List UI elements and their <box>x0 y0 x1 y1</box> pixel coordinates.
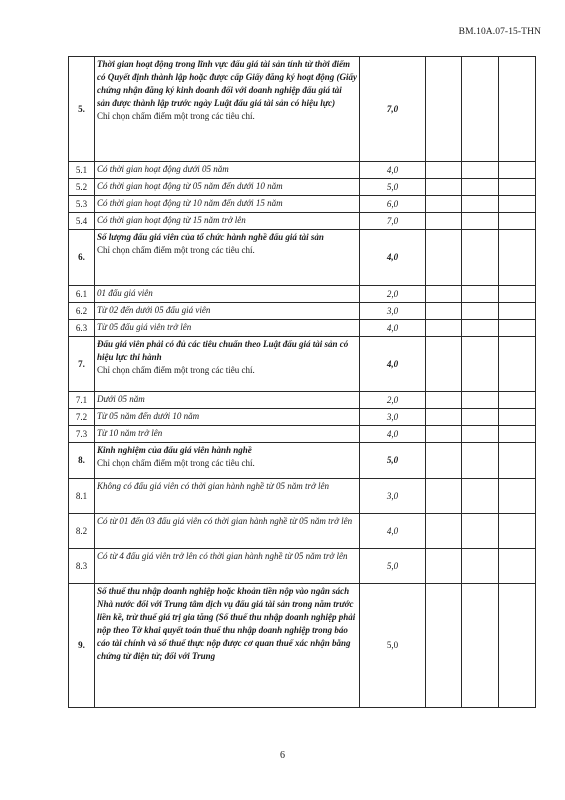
row-number: 6. <box>69 230 95 286</box>
empty-cell <box>426 392 462 409</box>
empty-cell <box>426 426 462 443</box>
row-number: 7. <box>69 337 95 392</box>
empty-cell <box>499 479 536 514</box>
max-points: 3,0 <box>360 479 426 514</box>
criterion-text: Từ 02 đến dưới 05 đấu giá viên <box>95 303 360 320</box>
empty-cell <box>426 286 462 303</box>
table-row <box>69 584 536 708</box>
criterion-note: Chỉ chọn chấm điểm một trong các tiêu chí. <box>97 458 255 468</box>
empty-cell <box>499 409 536 426</box>
empty-cell <box>499 514 536 549</box>
empty-cell <box>426 409 462 426</box>
criterion-cell <box>95 584 360 708</box>
row-number: 5.1 <box>69 162 95 179</box>
row-number: 5.2 <box>69 179 95 196</box>
row-number: 8. <box>69 443 95 479</box>
criterion-text: Không có đấu giá viên có thời gian hành nghề từ 05 năm trở lên <box>95 479 360 514</box>
empty-cell <box>499 57 536 162</box>
criterion-cell <box>95 337 360 392</box>
row-number: 5.4 <box>69 213 95 230</box>
max-points: 3,0 <box>360 303 426 320</box>
criterion-text: Số thuế thu nhập doanh nghiệp hoặc khoản tiền nộp vào ngân sách Nhà nước đối với Trung tâm dịch vụ đấu giá tài sản trong năm trước liền kề, trừ thuế giá trị gia tăng (Số thuế thu nhập doanh nghiệp phải nộp theo Tờ khai quyết toán thuế thu nhập doanh nghiệp trong báo cáo tài chính và số thuế thực nộp được cơ quan thuế xác nhận bằng chứng từ điện tử; đối với Trung <box>97 586 356 661</box>
table-row <box>69 179 536 196</box>
empty-cell <box>499 392 536 409</box>
empty-cell <box>426 162 462 179</box>
empty-cell <box>426 230 462 286</box>
empty-cell <box>462 196 499 213</box>
table-row <box>69 213 536 230</box>
empty-cell <box>499 303 536 320</box>
empty-cell <box>499 162 536 179</box>
max-points: 5,0 <box>360 549 426 584</box>
empty-cell <box>426 213 462 230</box>
row-number: 7.2 <box>69 409 95 426</box>
empty-cell <box>462 213 499 230</box>
empty-cell <box>499 320 536 337</box>
max-points: 4,0 <box>360 337 426 392</box>
max-points: 4,0 <box>360 230 426 286</box>
empty-cell <box>462 179 499 196</box>
empty-cell <box>426 479 462 514</box>
row-number: 7.1 <box>69 392 95 409</box>
page-number: 6 <box>280 750 285 761</box>
table-row <box>69 303 536 320</box>
row-number: 5. <box>69 57 95 162</box>
row-number: 6.3 <box>69 320 95 337</box>
empty-cell <box>426 179 462 196</box>
empty-cell <box>462 443 499 479</box>
table-row <box>69 337 536 392</box>
table-row <box>69 230 536 286</box>
table-row <box>69 479 536 514</box>
empty-cell <box>426 443 462 479</box>
criterion-text: Có từ 01 đến 03 đấu giá viên có thời gian hành nghề từ 05 năm trở lên <box>95 514 360 549</box>
empty-cell <box>462 230 499 286</box>
empty-cell <box>426 320 462 337</box>
empty-cell <box>462 162 499 179</box>
criterion-cell <box>95 57 360 162</box>
max-points: 5,0 <box>360 443 426 479</box>
table-row <box>69 392 536 409</box>
form-code: BM.10A.07-15-THN <box>458 27 541 37</box>
empty-cell <box>462 514 499 549</box>
max-points: 4,0 <box>360 162 426 179</box>
criterion-note: Chỉ chọn chấm điểm một trong các tiêu chí. <box>97 365 255 375</box>
empty-cell <box>462 320 499 337</box>
empty-cell <box>499 443 536 479</box>
table-row <box>69 196 536 213</box>
row-number: 8.3 <box>69 549 95 584</box>
criterion-text: Dưới 05 năm <box>95 392 360 409</box>
table-row <box>69 514 536 549</box>
criterion-text: Có thời gian hoạt động từ 15 năm trở lên <box>95 213 360 230</box>
empty-cell <box>499 549 536 584</box>
max-points: 6,0 <box>360 196 426 213</box>
empty-cell <box>499 286 536 303</box>
empty-cell <box>499 584 536 708</box>
criterion-text: Thời gian hoạt động trong lĩnh vực đấu giá tài sản tính từ thời điểm có Quyết định thành lập hoặc được cấp Giấy đăng ký hoạt động (Giấy chứng nhận đăng ký kinh doanh đối với doanh nghiệp đấu giá tài sản được thành lập trước ngày Luật đấu giá tài sản có hiệu lực) <box>97 59 357 108</box>
empty-cell <box>499 213 536 230</box>
criterion-text: Có thời gian hoạt động dưới 05 năm <box>95 162 360 179</box>
table-row <box>69 426 536 443</box>
criterion-note: Chỉ chọn chấm điểm một trong các tiêu chí. <box>97 111 255 121</box>
empty-cell <box>426 57 462 162</box>
row-number: 6.2 <box>69 303 95 320</box>
max-points: 2,0 <box>360 286 426 303</box>
empty-cell <box>462 409 499 426</box>
empty-cell <box>462 584 499 708</box>
criterion-text: Từ 05 đấu giá viên trở lên <box>95 320 360 337</box>
empty-cell <box>499 196 536 213</box>
max-points: 7,0 <box>360 57 426 162</box>
criterion-text: Số lượng đấu giá viên của tổ chức hành nghề đấu giá tài sản <box>97 232 324 242</box>
criterion-text: Có thời gian hoạt động từ 05 năm đến dưới 10 năm <box>95 179 360 196</box>
empty-cell <box>462 549 499 584</box>
table-row <box>69 443 536 479</box>
empty-cell <box>462 479 499 514</box>
empty-cell <box>462 337 499 392</box>
empty-cell <box>462 426 499 443</box>
empty-cell <box>426 337 462 392</box>
empty-cell <box>426 549 462 584</box>
table-row <box>69 57 536 162</box>
max-points: 4,0 <box>360 320 426 337</box>
max-points: 7,0 <box>360 213 426 230</box>
max-points: 4,0 <box>360 426 426 443</box>
criterion-text: Đấu giá viên phải có đủ các tiêu chuẩn theo Luật đấu giá tài sản có hiệu lực thi hành <box>97 339 349 362</box>
table-row <box>69 286 536 303</box>
empty-cell <box>462 392 499 409</box>
row-number: 9. <box>69 584 95 708</box>
empty-cell <box>499 179 536 196</box>
criterion-text: Từ 05 năm đến dưới 10 năm <box>95 409 360 426</box>
table-row <box>69 549 536 584</box>
criterion-text: 01 đấu giá viên <box>95 286 360 303</box>
max-points: 5,0 <box>360 179 426 196</box>
max-points: 3,0 <box>360 409 426 426</box>
empty-cell <box>499 337 536 392</box>
max-points: 2,0 <box>360 392 426 409</box>
criterion-cell <box>95 230 360 286</box>
scoring-table <box>68 56 536 708</box>
empty-cell <box>462 57 499 162</box>
empty-cell <box>426 196 462 213</box>
criterion-text: Kinh nghiệm của đấu giá viên hành nghề <box>97 445 252 455</box>
empty-cell <box>499 426 536 443</box>
criterion-text: Có thời gian hoạt động từ 10 năm đến dưới 15 năm <box>95 196 360 213</box>
table-row <box>69 162 536 179</box>
empty-cell <box>426 303 462 320</box>
criterion-cell <box>95 443 360 479</box>
row-number: 6.1 <box>69 286 95 303</box>
table-row <box>69 409 536 426</box>
table-row <box>69 320 536 337</box>
max-points: 5,0 <box>360 584 426 708</box>
row-number: 8.2 <box>69 514 95 549</box>
empty-cell <box>462 286 499 303</box>
max-points: 4,0 <box>360 514 426 549</box>
criterion-text: Từ 10 năm trở lên <box>95 426 360 443</box>
empty-cell <box>426 514 462 549</box>
criterion-text: Có từ 4 đấu giá viên trở lên có thời gian hành nghề từ 05 năm trở lên <box>95 549 360 584</box>
row-number: 5.3 <box>69 196 95 213</box>
row-number: 7.3 <box>69 426 95 443</box>
empty-cell <box>499 230 536 286</box>
empty-cell <box>462 303 499 320</box>
row-number: 8.1 <box>69 479 95 514</box>
empty-cell <box>426 584 462 708</box>
criterion-note: Chỉ chọn chấm điểm một trong các tiêu chí. <box>97 245 255 255</box>
